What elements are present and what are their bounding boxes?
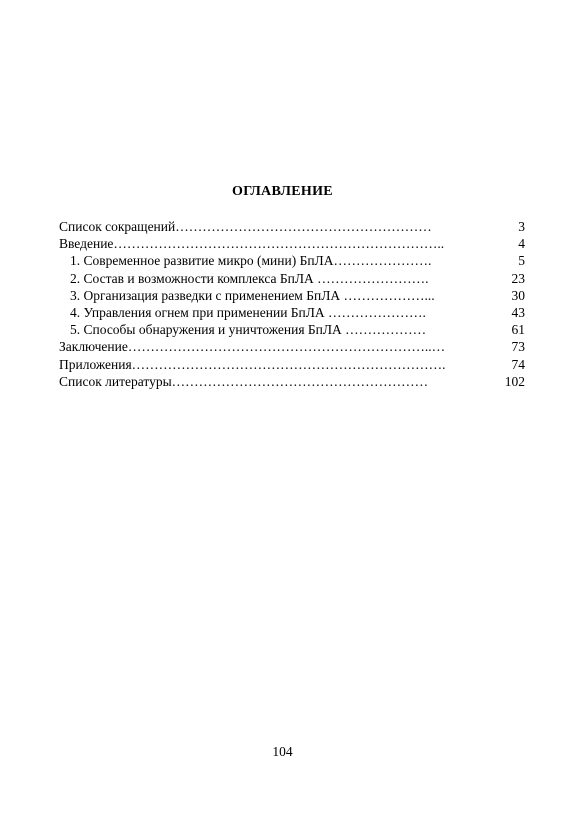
toc-entry-title: Список сокращений………………………………………………… [59, 219, 432, 234]
toc-entry [59, 270, 529, 287]
toc-entry-title: 2. Состав и возможности комплекса БпЛА ……………………. [70, 270, 429, 286]
table-of-contents [59, 218, 529, 390]
toc-entry-title: Приложения……………………………………………………………. [59, 356, 446, 372]
toc-entry-title: 5. Способы обнаружения и уничтожения БпЛА ……………… [70, 322, 427, 338]
toc-entry [59, 304, 529, 321]
toc-entry [59, 321, 529, 338]
toc-entry-title: Введение……………………………………………………………….. [59, 236, 445, 252]
toc-heading: ОГЛАВЛЕНИЕ [232, 184, 333, 199]
toc-entry-page: 102 [504, 373, 525, 389]
toc-entry-title: Заключение…………………………………………………………..… [59, 339, 446, 355]
toc-entry-page: 23 [511, 270, 525, 286]
toc-entry [59, 338, 529, 355]
toc-entry [59, 218, 529, 235]
toc-entry-page: 43 [511, 304, 525, 320]
toc-entry [59, 235, 529, 252]
toc-entry-page: 3 [518, 219, 525, 234]
toc-entry-page: 73 [511, 339, 525, 355]
toc-entry [59, 356, 529, 373]
toc-entry-title: 3. Организация разведки с применением БпЛА ………………... [70, 287, 435, 303]
toc-entry-page: 30 [511, 287, 525, 303]
toc-entry-title: Список литературы………………………………………………… [59, 373, 429, 389]
toc-entry-page: 5 [518, 253, 525, 269]
toc-entry [59, 252, 529, 269]
toc-entry-page: 4 [518, 236, 525, 252]
toc-entry [59, 287, 529, 304]
toc-entry-title: 1. Современное развитие микро (мини) БпЛА…………………. [70, 253, 432, 269]
toc-entry [59, 373, 529, 390]
toc-entry-page: 74 [511, 356, 525, 372]
toc-entry-title: 4. Управления огнем при применении БпЛА …………………. [70, 304, 426, 320]
toc-entry-page: 61 [511, 322, 525, 338]
page-number: 104 [272, 744, 293, 759]
